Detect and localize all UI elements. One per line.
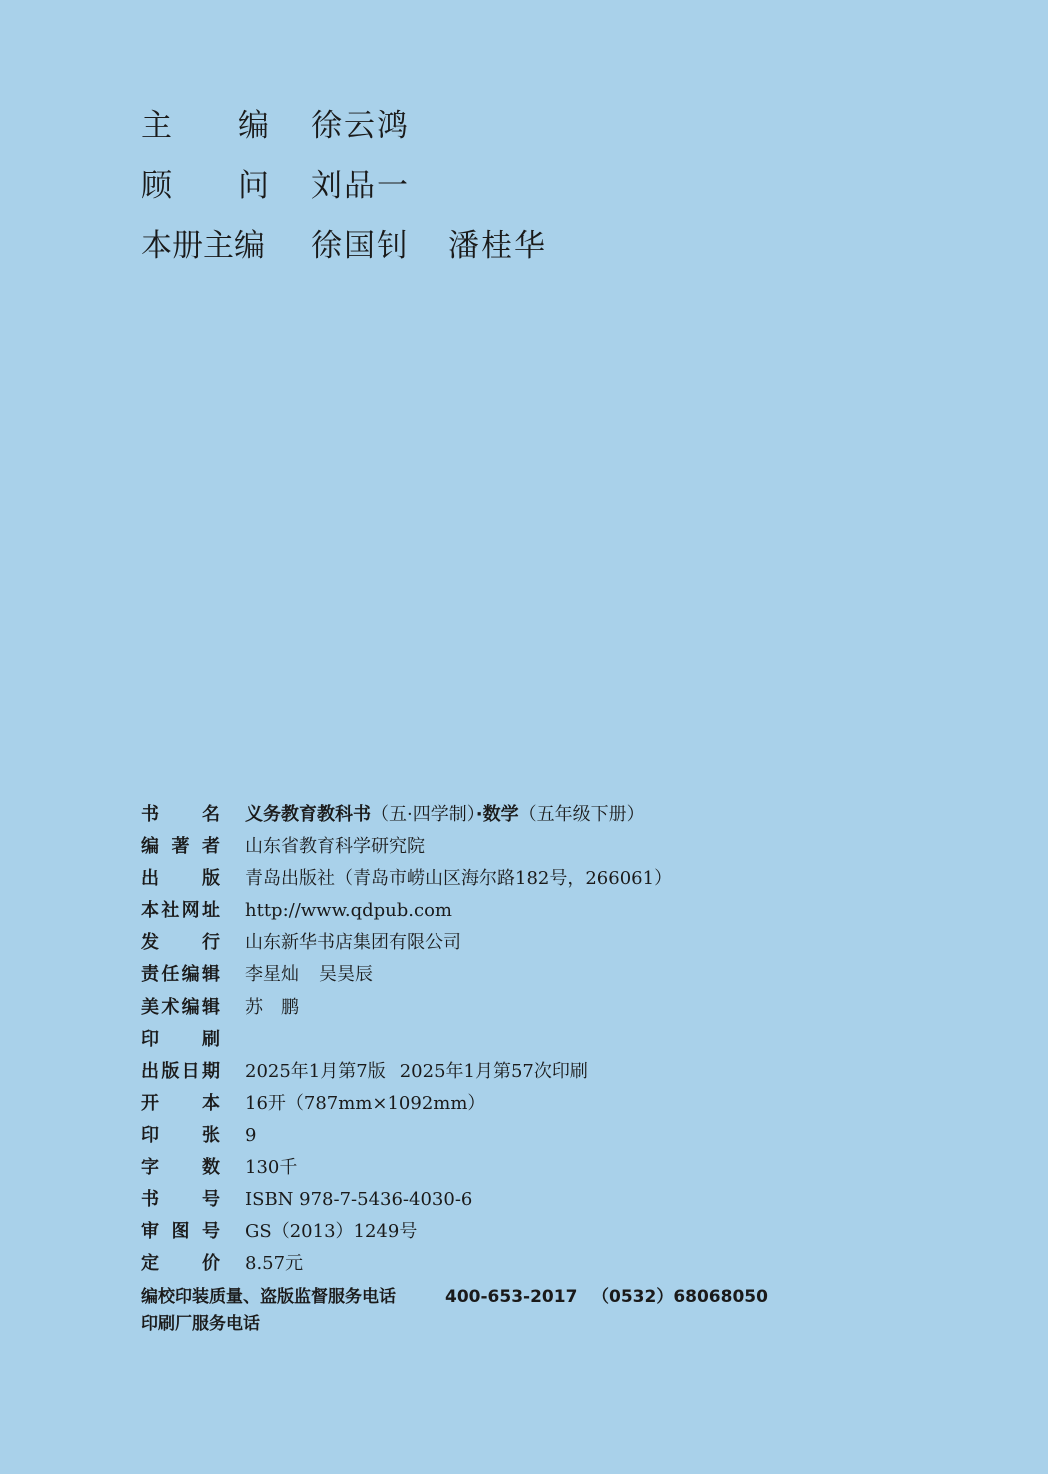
art-editor-row bbox=[141, 993, 941, 1025]
volume-chief-editor-name-1: 徐国钊 bbox=[311, 228, 410, 264]
author-row bbox=[141, 832, 941, 864]
book-name-row bbox=[141, 800, 941, 832]
website-value: http://www.qdpub.com bbox=[245, 900, 452, 922]
book-name-value: 义务教育教科书（五·四学制）·数学（五年级下册） bbox=[245, 804, 645, 825]
art-editor-label: 美 术 编 辑 bbox=[141, 996, 220, 1018]
quality-hotline-phone-1: 400-653-2017 bbox=[445, 1287, 578, 1307]
isbn-value: ISBN 978-7-5436-4030-6 bbox=[245, 1189, 473, 1211]
quality-hotline-label: 编校印装质量、盗版监督服务电话 bbox=[141, 1287, 396, 1307]
chief-editor-label: 主 编 bbox=[141, 108, 269, 144]
map-approval-value: GS（2013）1249号 bbox=[245, 1221, 418, 1243]
volume-chief-editor-names bbox=[311, 224, 547, 268]
responsible-editor-row bbox=[141, 960, 941, 992]
format-row bbox=[141, 1089, 941, 1121]
printer-service-row bbox=[141, 1311, 260, 1337]
responsible-editor-label: 责 任 编 辑 bbox=[141, 964, 220, 986]
pub-date-value: 2025年1月第7版 2025年1月第57次印刷 bbox=[245, 1060, 588, 1082]
publisher-label: 出 版 bbox=[141, 868, 220, 890]
distribution-row bbox=[141, 928, 941, 960]
sheets-value: 9 bbox=[245, 1124, 257, 1146]
advisor-name: 刘品一 bbox=[311, 168, 410, 204]
quality-hotline-phone-2: （0532）68068050 bbox=[592, 1287, 768, 1307]
advisor-label: 顾 问 bbox=[141, 168, 269, 204]
printing-label: 印 刷 bbox=[141, 1028, 220, 1050]
author-label: 编 著 者 bbox=[141, 836, 220, 858]
price-value: 8.57元 bbox=[245, 1253, 304, 1275]
publisher-value: 青岛出版社（青岛市崂山区海尔路182号，266061） bbox=[245, 868, 673, 890]
quality-hotline-row bbox=[141, 1284, 841, 1310]
colophon-block bbox=[141, 800, 941, 1281]
author-value: 山东省教育科学研究院 bbox=[245, 836, 425, 858]
price-label: 定 价 bbox=[141, 1253, 220, 1275]
pub-date-label: 出 版 日 期 bbox=[141, 1060, 220, 1082]
map-approval-label: 审 图 号 bbox=[141, 1221, 220, 1243]
word-count-value: 130千 bbox=[245, 1157, 298, 1179]
volume-chief-editor-name-2: 潘桂华 bbox=[448, 228, 547, 264]
responsible-editor-value: 李星灿 吴昊辰 bbox=[245, 964, 373, 986]
format-value: 16开（787mm×1092mm） bbox=[245, 1092, 486, 1114]
printer-service-label: 印刷厂服务电话 bbox=[141, 1314, 260, 1334]
map-approval-row bbox=[141, 1217, 941, 1249]
book-name-label: 书 名 bbox=[141, 804, 220, 825]
website-row bbox=[141, 896, 941, 928]
publisher-row bbox=[141, 864, 941, 896]
format-label: 开 本 bbox=[141, 1092, 220, 1114]
distribution-value: 山东新华书店集团有限公司 bbox=[245, 932, 461, 954]
isbn-label: 书 号 bbox=[141, 1189, 220, 1211]
sheets-row bbox=[141, 1121, 941, 1153]
word-count-label: 字 数 bbox=[141, 1157, 220, 1179]
website-label: 本 社 网 址 bbox=[141, 900, 220, 922]
distribution-label: 发 行 bbox=[141, 932, 220, 954]
volume-chief-editor-label: 本册主编 bbox=[141, 228, 265, 264]
isbn-row bbox=[141, 1185, 941, 1217]
word-count-row bbox=[141, 1153, 941, 1185]
price-row bbox=[141, 1249, 941, 1281]
pub-date-row bbox=[141, 1057, 941, 1089]
art-editor-value: 苏 鹏 bbox=[245, 996, 299, 1018]
printing-row bbox=[141, 1025, 941, 1057]
sheets-label: 印 张 bbox=[141, 1124, 220, 1146]
chief-editor-name: 徐云鸿 bbox=[311, 108, 410, 144]
